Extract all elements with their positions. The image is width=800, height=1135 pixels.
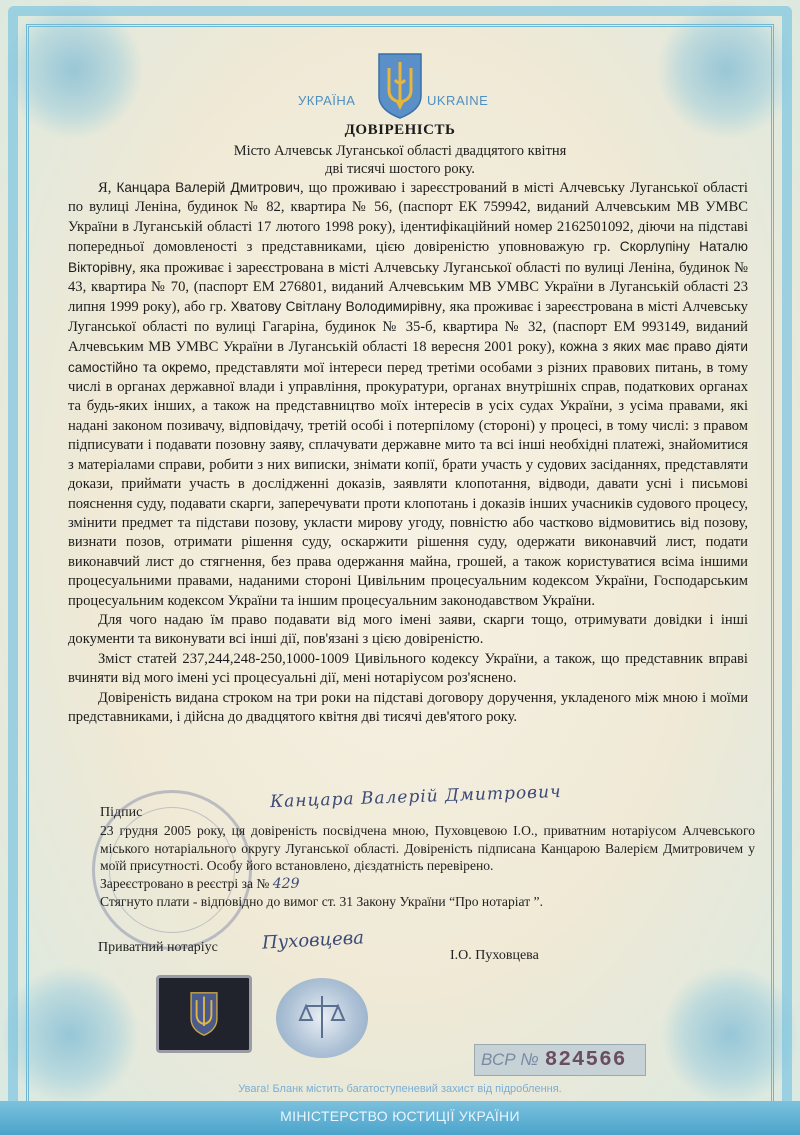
- ministry-name: МІНІСТЕРСТВО ЮСТИЦІЇ УКРАЇНИ: [280, 1108, 520, 1124]
- country-name-ua: УКРАЇНА: [298, 93, 356, 108]
- ornament-top-left: [4, 0, 144, 140]
- principal-signature: Канцара Валерій Дмитрович: [269, 781, 562, 813]
- serial-number: 824566: [544, 1048, 627, 1072]
- paragraph-rights: Для чого надаю їм право подавати від мого імені заяви, скарги тощо, отримувати довідки і інші документи та виконувати всі інші дії, пов'язані з цією довіреністю.: [68, 611, 748, 648]
- blank-serial-number: [474, 1044, 646, 1076]
- text-run: , яка проживає і зареєстрована в місті Алчевську Луганської області по вулиці Гагаріна, будинок № 35-б, квартира № 32, (паспорт ЕМ 993149, виданий Алчевським МВ УМВС України в Луганській області 18 вересня 2001 року),: [68, 299, 748, 356]
- text-run: Я,: [98, 180, 117, 196]
- document-title: ДОВІРЕНІСТЬ: [344, 122, 456, 138]
- independent-action-clause: кожна з яких має право діяти самостійно та окремо: [68, 339, 748, 375]
- registry-line: [100, 875, 755, 894]
- place-date-line: Місто Алчевськ Луганської області двадцятого квітня: [233, 143, 567, 159]
- ornament-top-right: [656, 0, 796, 140]
- text-run: , представляти мої інтереси перед третіми особами з різних правових питань, в тому числі в органах державної влади і управління, прокуратури, органах внутрішніх справ, податкових органах та будь-яких інших, а також на представництво моїх інтересів в усіх судах України, з усіма правами, які надані законом позивачу, відповідачу, третій особі і потерпілому (стороні) у процесі, в тому числі: з правом підписувати і подавати позовну заяву, сплачувати державне мито та всі інші необхідні платежі, знайомитися з матеріалами справи, робити з них виписки, знімати копії, брати участь у судових засіданнях, представляти докази, приймати участь в дослідженні доказів, заявляти клопотання, відводи, давати усні і письмові пояснення суду, подавати скарги, заперечувати проти клопотань і доказів інших учасників судового процесу, змінити предмет та підстави позову, укласти мирову угоду, повністю або частково відмовитись від позову, визнати позов, отримати рішення суду, оскаржити рішення суду, одержати виконавчий лист, подати виконавчий лист до стягнення, без права одержання майна, грошей, а також користуватися всіма іншими процесуальними правами, наданими стороні Цивільним процесуальним кодексом України, Господарським процесуальним кодексом України та іншим процесуальним законодавством України.: [68, 359, 749, 609]
- registry-number: 429: [272, 875, 300, 892]
- hologram-sticker-scales: [276, 978, 368, 1058]
- principal-name: Канцара Валерій Дмитрович: [116, 180, 300, 195]
- paragraph-explained: Зміст статей 237,244,248-250,1000-1009 Цивільного кодексу України, а також, що представник вправі вчиняти від мого імені усі процесуальні дії, мені нотаріусом роз'яснено.: [68, 650, 748, 687]
- notary-name: І.О. Пуховцева: [450, 948, 539, 963]
- document-body: [68, 178, 748, 727]
- text-run: , яка проживає і зареєстрована в місті Алчевську Луганської області по вулиці Леніна, будинок № 43, квартира № 70, (паспорт ЕМ 276801, виданий Алчевським МВ УМВС України в Луганській області 23 липня 1999 року), або гр.: [68, 259, 748, 316]
- representative-name-1: Скорлупіну Наталю Вікторівну: [68, 239, 748, 275]
- representative-name-2: Хватову Світлану Володимирівну: [230, 299, 442, 315]
- certification-statement: 23 грудня 2005 року, ця довіреність посвідчена мною, Пуховцевою І.О., приватним нотаріусом Алчевського міського нотаріального округу Луганської області. Довіреність підписана Канцарою Валерієм Дмитровичем у моїй присутності. Особу його встановлено, дієздатність перевірено.: [100, 823, 755, 873]
- certification-text: [100, 822, 755, 911]
- paragraph-main: [68, 178, 748, 611]
- serial-series: ВСР №: [481, 1050, 539, 1069]
- registry-label: Зареєстровано в реєстрі за №: [100, 875, 273, 891]
- signature-label: Підпис: [100, 805, 143, 820]
- country-name-en: UKRAINE: [427, 93, 489, 108]
- text-run: , що проживаю і зареєстрований в місті Алчевську Луганської області по вулиці Леніна, будинок № 82, квартира № 56, (паспорт ЕК 759942, виданий Алчевським МВ УМВС України в Луганській області 17 лютого 1998 року), ідентифікаційний номер 2162501092, діючи на підставі попередньої домовленості з представниками, цією довіреністю уповноважую гр.: [68, 180, 748, 256]
- trident-emblem-icon: [375, 52, 425, 120]
- hologram-sticker-trident: [156, 975, 252, 1053]
- fee-line: Стягнуто плати - відповідно до вимог ст. 31 Закону України “Про нотаріат ”.: [100, 894, 543, 909]
- paragraph-term: Довіреність видана строком на три роки на підставі договору доручення, укладеного між мною і моїми представниками, і дійсна до двадцятого квітня дві тисячі дев'ятого року.: [68, 689, 748, 725]
- notary-label: Приватний нотаріус: [98, 940, 218, 955]
- place-date-line-2: дві тисячі шостого року.: [325, 161, 475, 177]
- notary-signature: Пуховцева: [261, 927, 365, 954]
- security-warning: Увага! Бланк містить багатоступеневий захист від підроблення.: [238, 1083, 562, 1095]
